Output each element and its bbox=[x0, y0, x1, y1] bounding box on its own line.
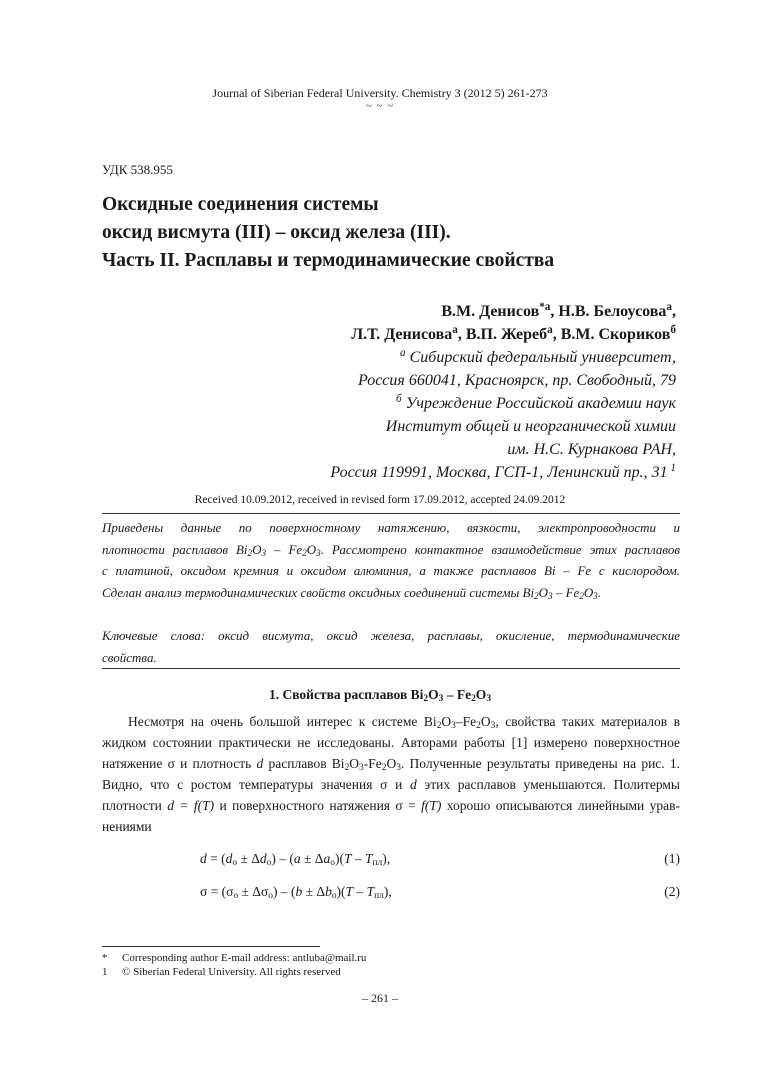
authors-line-1 bbox=[330, 300, 676, 323]
subscript: 2 bbox=[381, 763, 387, 773]
eq-sub: o bbox=[266, 858, 272, 868]
body-line-5 bbox=[102, 795, 680, 816]
footnote-text: © Siberian Federal University. All rights reserved bbox=[122, 966, 341, 978]
text: O bbox=[583, 584, 594, 600]
authors-block bbox=[330, 300, 676, 484]
subscript: 3 bbox=[593, 590, 598, 601]
subscript: 2 bbox=[247, 547, 253, 558]
eq-var: T bbox=[366, 884, 375, 899]
subscript: 3 bbox=[486, 694, 492, 704]
footnote-1 bbox=[102, 952, 366, 964]
author-name: , В.М. Скориков bbox=[552, 326, 671, 343]
affiliation-text: Сибирский федеральный университет, bbox=[405, 349, 676, 366]
page-number: – 261 – bbox=[362, 991, 398, 1005]
title-line-1: Оксидные соединения системы bbox=[102, 194, 379, 215]
author-name: , В.П. Жереб bbox=[457, 326, 548, 343]
variable: d bbox=[256, 756, 264, 771]
keywords bbox=[102, 625, 680, 668]
subscript: 3 bbox=[316, 547, 321, 558]
author-sep: , bbox=[672, 303, 676, 320]
subscript: 2 bbox=[423, 694, 429, 704]
subscript: 2 bbox=[436, 721, 442, 731]
eq-op: ), bbox=[383, 884, 392, 899]
text: –Fe bbox=[455, 714, 477, 729]
text: плотности расплавов Bi bbox=[102, 541, 248, 557]
section-heading bbox=[0, 687, 760, 703]
eq-sub: o bbox=[233, 891, 239, 901]
eq-sub: o bbox=[330, 858, 335, 868]
subscript: 2 bbox=[344, 763, 350, 773]
body-line-2: жидком состоянии практически не исследованы. Авторами работы [1] измерено поверхностное bbox=[102, 735, 680, 750]
keywords-line-2: свойства. bbox=[102, 649, 157, 665]
subscript: 3 bbox=[359, 763, 364, 773]
variable: d bbox=[410, 777, 417, 792]
eq-var: b bbox=[295, 884, 303, 899]
title-line-3: Часть II. Расплавы и термодинамические свойства bbox=[102, 250, 555, 271]
subscript: 3 bbox=[548, 590, 553, 601]
text: – Fe bbox=[552, 584, 580, 600]
received-dates: Received 10.09.2012, received in revised form 17.09.2012, accepted 24.09.2012 bbox=[194, 494, 566, 506]
eq-sub: пл bbox=[374, 891, 384, 901]
eq-sub: o bbox=[232, 858, 238, 868]
eq-sub: o bbox=[331, 891, 337, 901]
body-line-3 bbox=[102, 753, 680, 774]
eq-sub: пл bbox=[372, 858, 383, 868]
text: Несмотря на очень большой интерес к системе Bi bbox=[128, 714, 437, 729]
affiliation-mark: б bbox=[395, 393, 402, 405]
eq-var: T bbox=[364, 851, 373, 866]
affiliation-a-line-1 bbox=[330, 346, 676, 369]
journal-header: Journal of Siberian Federal University. Chemistry 3 (2012 5) 261-273 bbox=[212, 86, 548, 100]
eq-op: ± Δ bbox=[302, 884, 326, 899]
text: O bbox=[538, 584, 549, 600]
footnote-rule bbox=[102, 946, 320, 947]
text: Сделан анализ термодинамических свойств оксидных соединений системы Bi bbox=[102, 584, 535, 600]
text: , свойства таких материалов в bbox=[495, 714, 680, 729]
equation-1 bbox=[200, 851, 390, 867]
footnote-mark: 1 bbox=[102, 966, 108, 978]
subscript: 3 bbox=[261, 547, 267, 558]
eq-var: d bbox=[200, 851, 207, 866]
text: 1. Свойства расплавов Bi bbox=[268, 687, 424, 702]
eq-op: ± Δσ bbox=[238, 884, 269, 899]
eq-var: a bbox=[293, 851, 301, 866]
subscript: 3 bbox=[438, 694, 444, 704]
subscript: 3 bbox=[451, 721, 456, 731]
author-name: Л.Т. Денисова bbox=[351, 326, 453, 343]
text: и поверхностного натяжения σ = bbox=[214, 798, 422, 813]
text: . bbox=[597, 584, 602, 600]
subscript: 3 bbox=[396, 763, 401, 773]
authors-line-2 bbox=[330, 323, 676, 346]
affiliation-mark: а bbox=[400, 347, 406, 359]
text: – Fe bbox=[266, 541, 303, 557]
author-name: В.М. Денисов bbox=[441, 303, 540, 320]
text: хорошо описываются линейными урав- bbox=[441, 798, 680, 813]
eq-op: ± Δ bbox=[237, 851, 260, 866]
keywords-line-1: Ключевые слова: оксид висмута, оксид железа, расплавы, окисление, термодинамические bbox=[102, 628, 680, 643]
eq-sub: o bbox=[268, 891, 273, 901]
eq-op: = ( bbox=[206, 851, 226, 866]
abstract-line-1: Приведены данные по поверхностному натяжению, вязкости, электропроводности и bbox=[102, 520, 680, 535]
text: -Fe bbox=[363, 756, 382, 771]
subscript: 2 bbox=[476, 721, 481, 731]
text: O bbox=[475, 687, 487, 702]
eq-op: – bbox=[351, 851, 365, 866]
udk-code: УДК 538.955 bbox=[102, 162, 173, 177]
text: O bbox=[428, 687, 439, 702]
author-name: , Н.В. Белоусова bbox=[550, 303, 667, 320]
affiliation-b-line-4 bbox=[330, 461, 676, 484]
subscript: 3 bbox=[490, 721, 496, 731]
eq-op: – bbox=[353, 884, 367, 899]
subscript: 2 bbox=[302, 547, 307, 558]
body-line-6: нениями bbox=[102, 819, 152, 834]
abstract bbox=[102, 517, 680, 603]
subscript: 2 bbox=[471, 694, 476, 704]
title-line-2: оксид висмута (III) – оксид железа (III). bbox=[102, 222, 451, 243]
text: O bbox=[252, 541, 262, 557]
eq-var: b bbox=[325, 884, 332, 899]
affiliation-b-line-3: им. Н.С. Курнакова РАН, bbox=[507, 441, 676, 458]
variable: d = f(T) bbox=[167, 798, 215, 813]
eq-var: a bbox=[323, 851, 331, 866]
eq-var: T bbox=[345, 884, 354, 899]
affiliation-a-line-2: Россия 660041, Красноярск, пр. Свободный, 79 bbox=[358, 372, 676, 389]
eq-op: )( bbox=[334, 851, 344, 866]
footnote-mark: 1 bbox=[667, 462, 676, 474]
text: . Полученные результаты приведены на рис. 1. bbox=[400, 756, 680, 771]
text: плотности bbox=[102, 798, 168, 813]
eq-op: σ = (σ bbox=[200, 884, 234, 899]
abstract-top-rule bbox=[102, 513, 680, 514]
eq-var: T bbox=[343, 851, 352, 866]
text: расплавов Bi bbox=[263, 756, 345, 771]
header-ornament: ~ ~ ~ bbox=[365, 100, 395, 112]
text: O bbox=[349, 756, 360, 771]
abstract-line-2 bbox=[102, 539, 680, 561]
affiliation-text: Учреждение Российской академии наук bbox=[401, 395, 676, 412]
affiliation-b-line-1 bbox=[330, 392, 676, 415]
eq-op: ± Δ bbox=[300, 851, 324, 866]
footnote-text: Corresponding author E-mail address: antluba@mail.ru bbox=[122, 952, 367, 964]
text: – Fe bbox=[443, 687, 472, 702]
text: O bbox=[480, 714, 491, 729]
text: O bbox=[441, 714, 452, 729]
body-paragraph bbox=[102, 711, 680, 837]
abstract-line-3: с платиной, оксидом кремния и оксидом алюминия, а также расплавов Bi – Fe с кислородом. bbox=[102, 563, 680, 578]
body-line-1 bbox=[102, 711, 680, 732]
eq-op: ), bbox=[382, 851, 391, 866]
variable: f(T) bbox=[421, 798, 442, 813]
abstract-bottom-rule bbox=[102, 668, 680, 669]
author-mark: *а bbox=[539, 301, 551, 313]
equation-1-number: (1) bbox=[664, 851, 680, 866]
abstract-line-4 bbox=[102, 582, 680, 604]
author-mark: б bbox=[670, 324, 676, 336]
text: Видно, что с ростом температуры значения σ и bbox=[102, 777, 410, 792]
text: O bbox=[386, 756, 397, 771]
eq-var: d bbox=[259, 851, 267, 866]
footnote-mark: * bbox=[102, 952, 108, 964]
eq-op: ) – ( bbox=[272, 884, 296, 899]
text: этих расплавов уменьшаются. Политермы bbox=[416, 777, 680, 792]
text: натяжение σ и плотность bbox=[102, 756, 257, 771]
text: . Рассмотрено контактное взаимодействие этих расплавов bbox=[320, 541, 680, 557]
footnote-2 bbox=[102, 966, 341, 978]
eq-op: ) – ( bbox=[271, 851, 294, 866]
affiliation-text: Россия 119991, Москва, ГСП-1, Ленинский пр., 31 bbox=[330, 464, 668, 481]
equation-2-number: (2) bbox=[664, 884, 680, 899]
article-title bbox=[102, 191, 554, 275]
subscript: 2 bbox=[579, 590, 584, 601]
author-mark: а bbox=[452, 324, 458, 336]
author-mark: а bbox=[547, 324, 553, 336]
equation-2 bbox=[200, 884, 392, 900]
eq-op: )( bbox=[336, 884, 346, 899]
eq-var: d bbox=[225, 851, 233, 866]
affiliation-b-line-2: Институт общей и неорганической химии bbox=[385, 418, 676, 435]
author-mark: а bbox=[666, 301, 672, 313]
text: O bbox=[306, 541, 317, 557]
body-line-4 bbox=[102, 774, 680, 795]
subscript: 2 bbox=[534, 590, 539, 601]
